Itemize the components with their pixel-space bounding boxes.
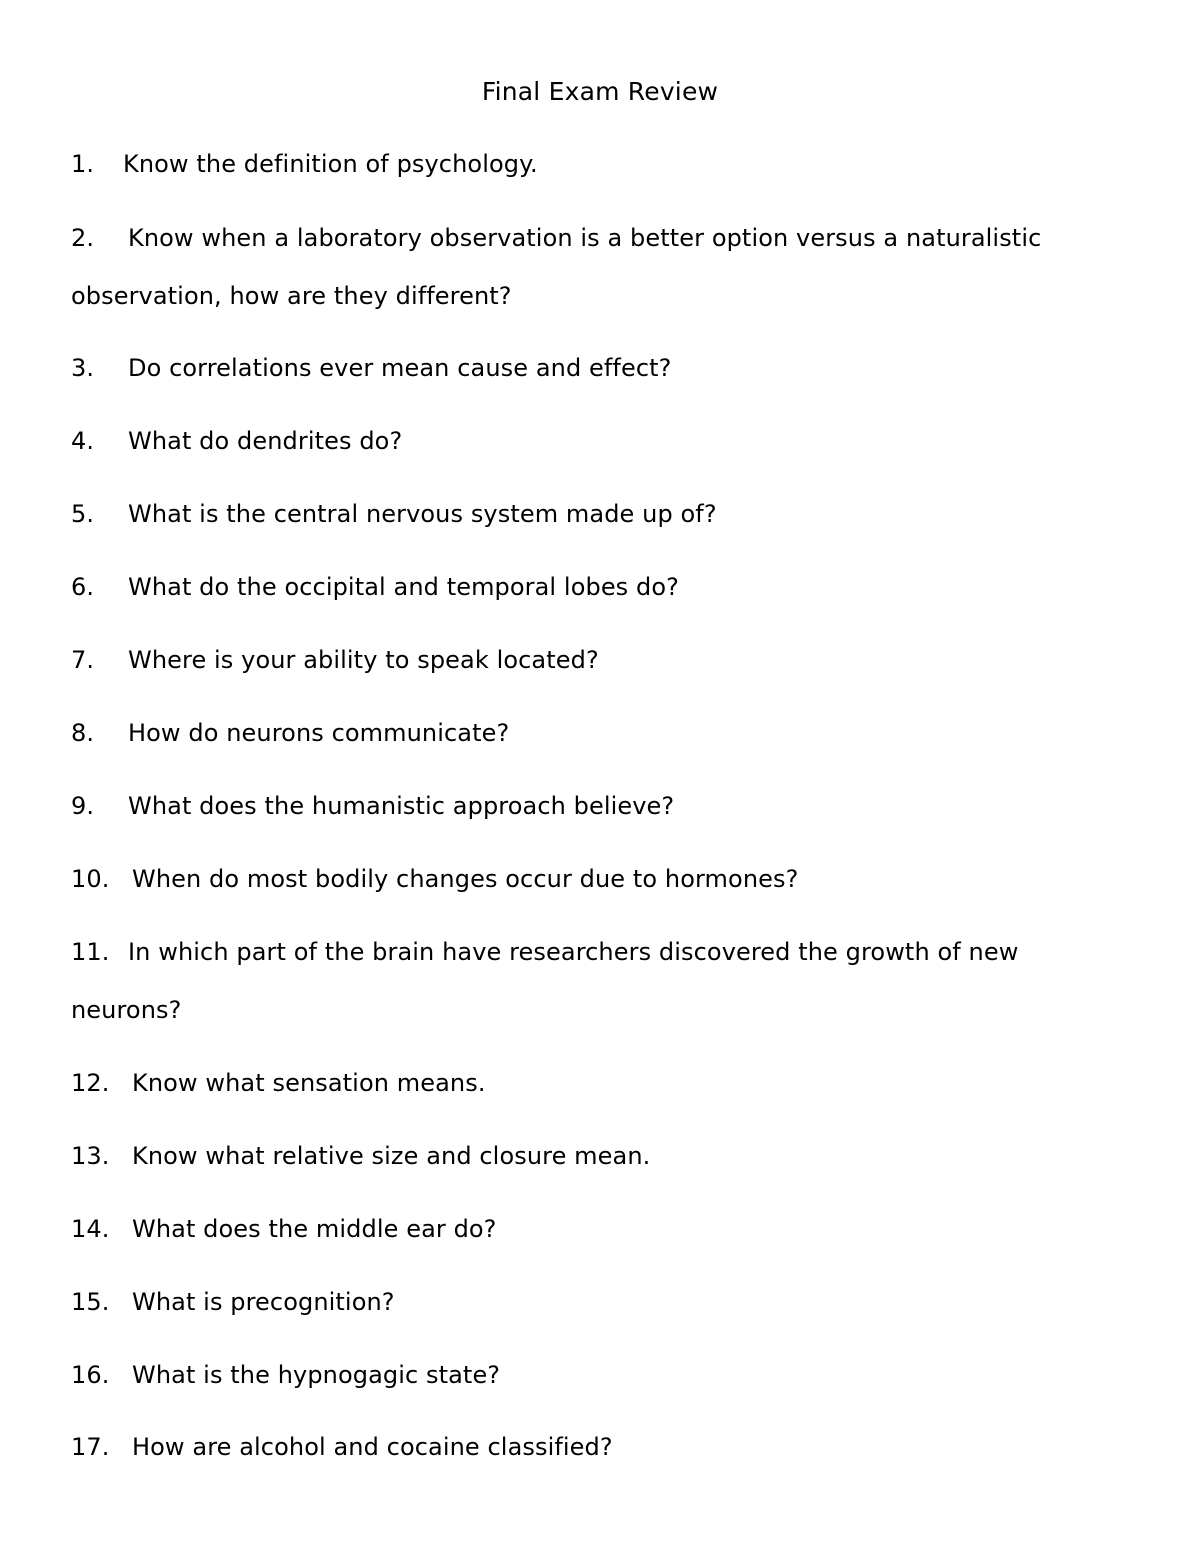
list-item — [71, 352, 672, 384]
item-number: 13. — [71, 1142, 110, 1170]
item-number: 2. — [71, 224, 95, 252]
item-number: 15. — [71, 1288, 110, 1316]
item-text: What is precognition? — [132, 1288, 395, 1316]
item-number: 5. — [71, 500, 95, 528]
item-number: 14. — [71, 1215, 110, 1243]
list-item — [71, 1286, 395, 1318]
list-item — [71, 936, 1018, 968]
item-text: Know what relative size and closure mean. — [132, 1142, 651, 1170]
item-text: Where is your ability to speak located? — [128, 646, 599, 674]
item-text: How do neurons communicate? — [128, 719, 510, 747]
item-number: 3. — [71, 354, 95, 382]
list-item — [71, 863, 798, 895]
item-text: Know the definition of psychology. — [123, 150, 538, 178]
list-item — [71, 1359, 500, 1391]
list-item — [71, 644, 599, 676]
item-number: 1. — [71, 150, 95, 178]
list-item — [71, 498, 717, 530]
item-number: 11. — [71, 938, 110, 966]
item-number: 16. — [71, 1361, 110, 1389]
item-text: Know what sensation means. — [132, 1069, 486, 1097]
item-text: What does the middle ear do? — [132, 1215, 497, 1243]
item-text: In which part of the brain have researchers discovered the growth of new — [128, 938, 1019, 966]
list-item — [71, 148, 538, 180]
page-title: Final Exam Review — [481, 77, 719, 106]
item-text: What is the central nervous system made up of? — [128, 500, 717, 528]
list-item-continuation: neurons? — [71, 996, 182, 1024]
list-item — [71, 425, 402, 457]
list-item-continuation: observation, how are they different? — [71, 282, 512, 310]
item-number: 10. — [71, 865, 110, 893]
item-number: 6. — [71, 573, 95, 601]
list-item — [71, 222, 1041, 254]
item-number: 17. — [71, 1433, 110, 1461]
list-item — [71, 790, 674, 822]
item-number: 8. — [71, 719, 95, 747]
item-number: 7. — [71, 646, 95, 674]
list-item — [71, 1140, 650, 1172]
item-text: What do the occipital and temporal lobes do? — [128, 573, 679, 601]
item-text: What do dendrites do? — [128, 427, 403, 455]
item-number: 4. — [71, 427, 95, 455]
item-text: Know when a laboratory observation is a better option versus a naturalistic — [128, 224, 1042, 252]
item-number: 9. — [71, 792, 95, 820]
item-number: 12. — [71, 1069, 110, 1097]
item-text: What is the hypnogagic state? — [132, 1361, 501, 1389]
item-text: Do correlations ever mean cause and effect? — [128, 354, 672, 382]
item-text: When do most bodily changes occur due to hormones? — [132, 865, 799, 893]
item-text: What does the humanistic approach believe? — [128, 792, 675, 820]
item-text: How are alcohol and cocaine classified? — [132, 1433, 613, 1461]
list-item — [71, 571, 679, 603]
list-item — [71, 1431, 613, 1463]
list-item — [71, 717, 509, 749]
list-item — [71, 1067, 486, 1099]
list-item — [71, 1213, 497, 1245]
